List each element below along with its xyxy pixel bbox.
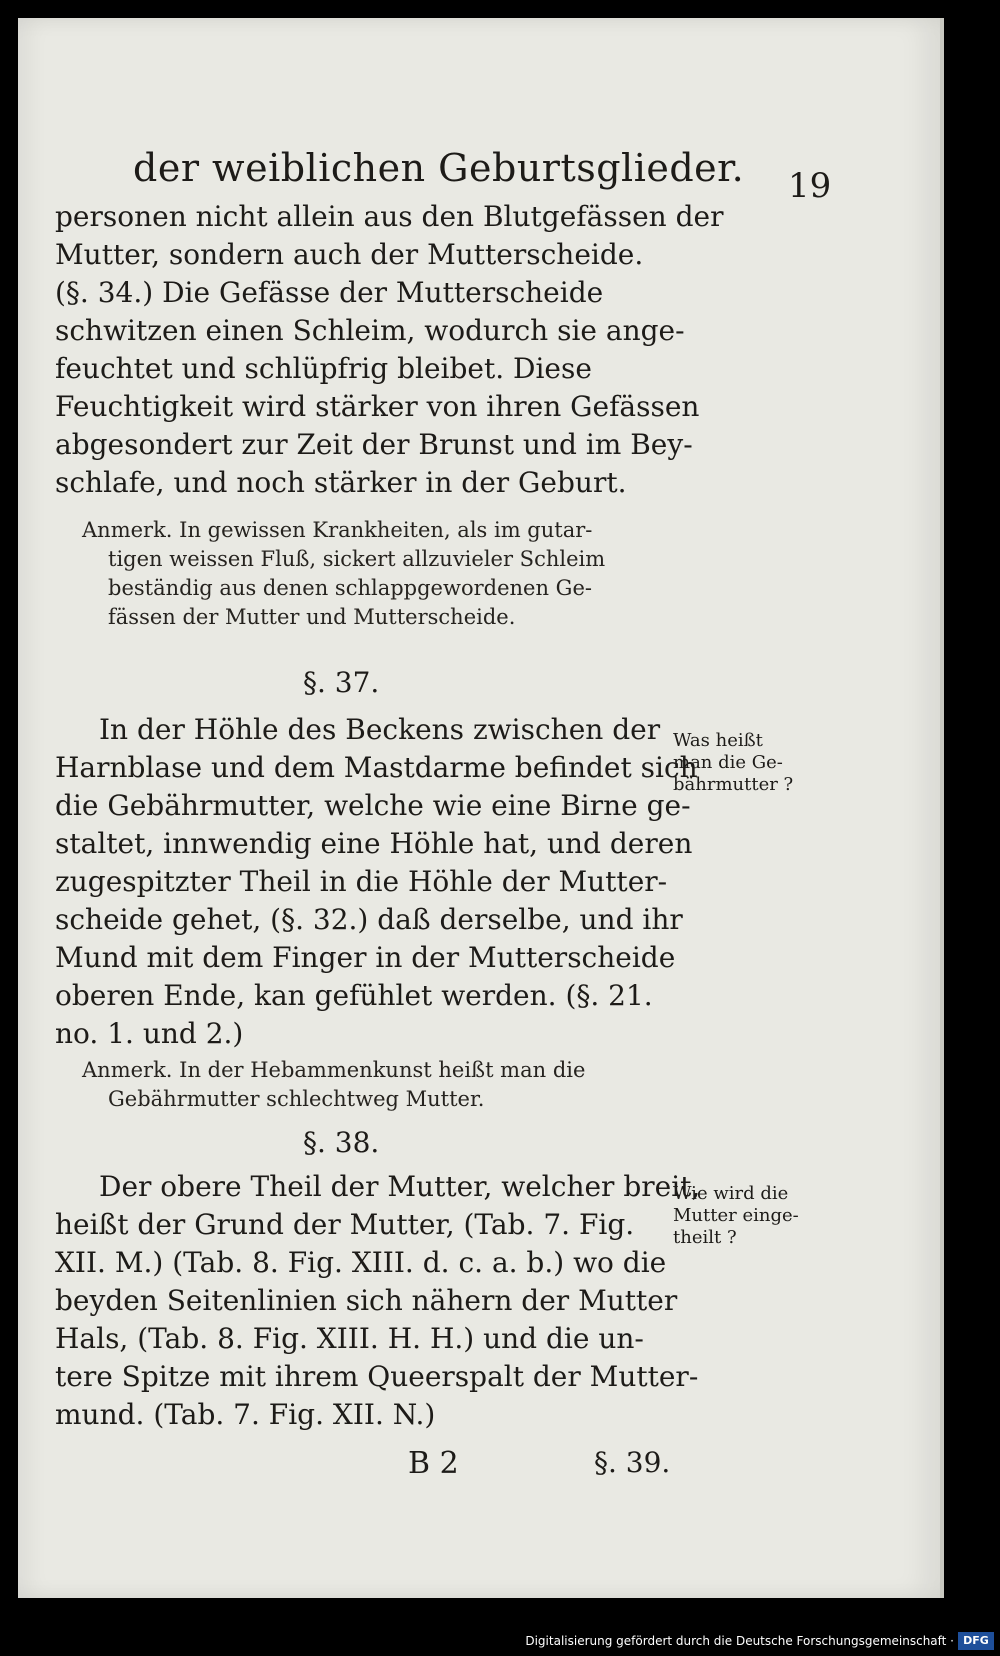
text-line: mund. (Tab. 7. Fig. XII. N.) bbox=[55, 1398, 436, 1431]
annotation-note-2 bbox=[82, 1056, 585, 1114]
text-line: XII. M.) (Tab. 8. Fig. XIII. d. c. a. b.) wo die bbox=[55, 1246, 667, 1279]
signature-mark: B 2 bbox=[408, 1446, 459, 1481]
annotation-note-1 bbox=[82, 516, 605, 632]
margin-note-37 bbox=[673, 730, 823, 796]
note-line: Anmerk. In gewissen Krankheiten, als im gutar- bbox=[82, 518, 593, 542]
dfg-logo: DFG bbox=[958, 1632, 994, 1650]
credit-text: Digitalisierung gefördert durch die Deutsche Forschungsgemeinschaft · bbox=[525, 1634, 954, 1648]
margin-note-line: Mutter einge- bbox=[673, 1205, 799, 1226]
text-line: staltet, innwendig eine Höhle hat, und deren bbox=[55, 827, 693, 860]
text-line: Mund mit dem Finger in der Mutterscheide bbox=[55, 941, 676, 974]
text-line: Harnblase und dem Mastdarme befindet sich bbox=[55, 751, 698, 784]
text-line: (§. 34.) Die Gefässe der Mutterscheide bbox=[55, 276, 604, 309]
note-line: tigen weissen Fluß, sickert allzuvieler Schleim bbox=[108, 547, 606, 571]
note-line: Gebährmutter schlechtweg Mutter. bbox=[108, 1087, 485, 1111]
margin-note-line: man die Ge- bbox=[673, 752, 783, 773]
margin-note-38 bbox=[673, 1183, 823, 1249]
text-line: Mutter, sondern auch der Mutterscheide. bbox=[55, 238, 644, 271]
text-line: abgesondert zur Zeit der Brunst und im Bey- bbox=[55, 428, 693, 461]
text-line: Feuchtigkeit wird stärker von ihren Gefässen bbox=[55, 390, 700, 423]
text-line: Hals, (Tab. 8. Fig. XIII. H. H.) und die un- bbox=[55, 1322, 644, 1355]
text-line: oberen Ende, kan gefühlet werden. (§. 21. bbox=[55, 979, 653, 1012]
section-37-text bbox=[55, 711, 698, 1053]
note-line: fässen der Mutter und Mutterscheide. bbox=[108, 605, 516, 629]
text-line: die Gebährmutter, welche wie eine Birne ge- bbox=[55, 789, 691, 822]
margin-note-line: bährmutter ? bbox=[673, 774, 794, 795]
page-number: 19 bbox=[788, 166, 832, 206]
text-line: heißt der Grund der Mutter, (Tab. 7. Fig. bbox=[55, 1208, 635, 1241]
catchword: §. 39. bbox=[594, 1446, 671, 1479]
text-line: personen nicht allein aus den Blutgefässen der bbox=[55, 200, 724, 233]
text-line: feuchtet und schlüpfrig bleibet. Diese bbox=[55, 352, 592, 385]
text-line: tere Spitze mit ihrem Queerspalt der Mutter- bbox=[55, 1360, 699, 1393]
text-line: Der obere Theil der Mutter, welcher breit, bbox=[99, 1170, 701, 1203]
margin-note-line: Was heißt bbox=[673, 730, 763, 751]
text-line: beyden Seitenlinien sich nähern der Mutter bbox=[55, 1284, 678, 1317]
book-page bbox=[18, 18, 944, 1598]
section-heading-38: §. 38. bbox=[303, 1126, 380, 1159]
paragraph-1 bbox=[55, 198, 724, 502]
margin-note-line: Wie wird die bbox=[673, 1183, 789, 1204]
text-line: schwitzen einen Schleim, wodurch sie ange- bbox=[55, 314, 685, 347]
margin-note-line: theilt ? bbox=[673, 1227, 737, 1248]
text-line: zugespitzter Theil in die Höhle der Mutter- bbox=[55, 865, 668, 898]
text-line: scheide gehet, (§. 32.) daß derselbe, und ihr bbox=[55, 903, 683, 936]
text-line: In der Höhle des Beckens zwischen der bbox=[99, 713, 661, 746]
section-38-text bbox=[55, 1168, 701, 1434]
note-line: Anmerk. In der Hebammenkunst heißt man die bbox=[82, 1058, 586, 1082]
text-line: no. 1. und 2.) bbox=[55, 1017, 244, 1050]
section-heading-37: §. 37. bbox=[303, 666, 380, 699]
note-line: beständig aus denen schlappgewordenen Ge- bbox=[108, 576, 592, 600]
text-line: schlafe, und noch stärker in der Geburt. bbox=[55, 466, 627, 499]
running-title: der weiblichen Geburtsglieder. bbox=[133, 146, 745, 190]
